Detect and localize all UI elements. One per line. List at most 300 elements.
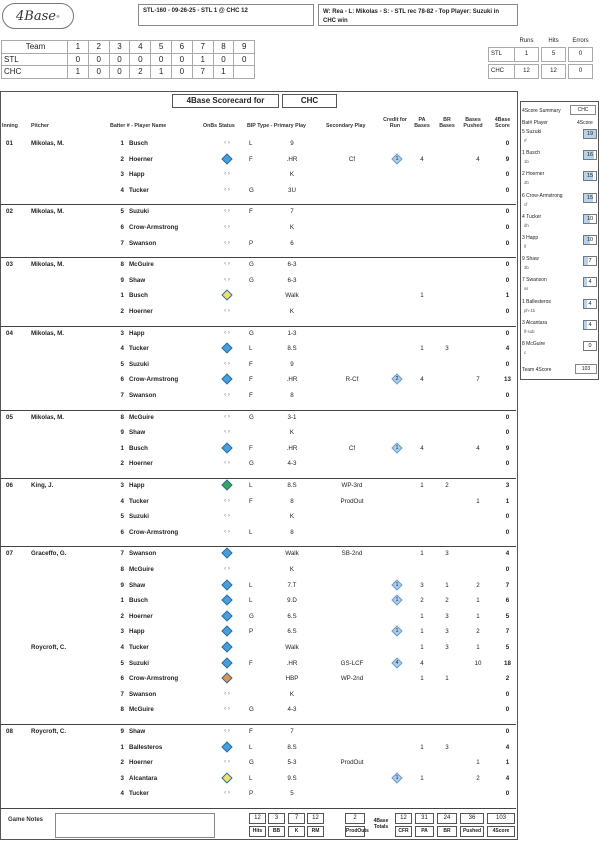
batter-number: 8 (120, 566, 124, 573)
bases-pushed: 10 (474, 659, 482, 667)
batter-number: 8 (120, 413, 124, 421)
br-bases: 3 (445, 550, 449, 558)
inning: 02 (6, 208, 13, 216)
onbase-diamond-icon: ‹ › (224, 460, 230, 467)
batter-number: 7 (120, 392, 124, 399)
linescore-inning-value: 1 (151, 66, 172, 79)
4base-score: 0 (505, 186, 510, 194)
primary-play: 9.D (287, 597, 297, 605)
primary-play: .HR (286, 444, 298, 452)
pa-bases: 1 (420, 345, 424, 353)
credit-for-run: 1 (395, 444, 399, 451)
4base-logo: 4 Base ® (2, 3, 74, 29)
summary-player-name: 3 Happ (522, 235, 539, 241)
pa-bases: 1 (420, 482, 424, 489)
primary-play: HBP (285, 675, 299, 683)
4base-score: 0 (505, 728, 510, 735)
primary-play: .HR (286, 155, 298, 163)
batter-name: Happ (129, 171, 145, 179)
bip-type: F (249, 444, 253, 452)
credit-for-run: 4 (395, 659, 399, 666)
pa-bases: 1 (420, 628, 424, 636)
batter-name: Happ (129, 482, 145, 489)
inning-separator (0, 257, 516, 258)
secondary-play: WP-3rd (341, 482, 363, 489)
summary-score-text: 4 (588, 321, 592, 328)
batter-name: Crow-Armstrong (129, 528, 179, 536)
total-value: 12 (249, 813, 266, 824)
4base-score: 1 (505, 759, 510, 767)
credit-for-run: 2 (395, 376, 399, 383)
batter-name: Shaw (129, 728, 146, 735)
pitcher: Roycroft, C. (31, 728, 67, 735)
batter-name: McGuire (129, 261, 154, 269)
summary-player-score (583, 150, 597, 160)
batter-number: 6 (120, 528, 124, 536)
bip-type: P (249, 239, 254, 247)
4base-score: 0 (505, 790, 510, 798)
total-label: PA (415, 826, 434, 837)
linescore-inning-header: 1 (68, 41, 89, 54)
batter-name: Happ (129, 628, 145, 636)
summary-player-score (583, 214, 597, 224)
summary-player-row (522, 192, 597, 214)
4base-score: 4 (505, 743, 510, 751)
secondary-play: GS-LCF (340, 659, 364, 667)
batter-name: Crow-Armstrong (129, 675, 179, 683)
pa-bases: 1 (420, 612, 424, 620)
primary-play: Walk (285, 644, 299, 651)
onbase-diamond-icon: ‹ › (224, 759, 230, 766)
linescore-table (1, 40, 255, 79)
batter-number: 2 (120, 155, 124, 163)
total-value: 31 (415, 813, 434, 824)
linescore-row-stl (2, 53, 255, 66)
batter-name: Shaw (129, 276, 146, 284)
summary-col-player: Bat# Player (522, 120, 548, 126)
batter-number: 8 (120, 261, 124, 269)
batter-name: Swanson (129, 550, 157, 558)
totals-separator (0, 808, 516, 809)
batter-number: 6 (120, 376, 124, 384)
summary-player-name: 8 McGuire (522, 341, 546, 347)
linescore-inning-header: 8 (213, 41, 234, 54)
batter-number: 3 (120, 329, 124, 337)
4base-score: 0 (505, 429, 510, 437)
secondary-play: ProdOut (340, 497, 364, 505)
4base-score: 9 (505, 444, 510, 452)
summary-player-row (522, 340, 597, 362)
linescore-inning-value: 0 (68, 53, 89, 66)
batter-number: 2 (120, 308, 124, 315)
summary-player-pos: dh (524, 222, 529, 228)
total-label: BB (268, 826, 285, 837)
4base-score: 7 (505, 581, 510, 589)
primary-play: 9 (290, 140, 294, 147)
pitcher: Mikolas, M. (31, 140, 65, 147)
summary-player-score (583, 277, 597, 287)
linescore-inning-value: 2 (130, 66, 151, 79)
primary-play: 6.S (287, 612, 297, 620)
summary-player-row (522, 213, 597, 235)
linescore-inning-value: 0 (171, 53, 192, 66)
pitcher: Mikolas, M. (31, 329, 65, 337)
4base-score: 2 (505, 675, 510, 683)
bip-type: G (249, 460, 254, 468)
onbase-diamond-icon: ‹ › (224, 706, 230, 713)
total-value: 12 (307, 813, 324, 824)
batter-number: 9 (120, 728, 124, 735)
4base-score: 0 (505, 460, 510, 468)
summary-player-score (583, 129, 597, 139)
primary-play: 5-3 (287, 759, 297, 767)
pa-bases: 4 (420, 659, 424, 667)
batter-number: 4 (120, 345, 124, 353)
onbase-diamond-icon: ‹ › (224, 392, 230, 398)
4base-score: 0 (505, 208, 510, 216)
4base-score: 0 (505, 329, 510, 337)
br-bases: 1 (445, 675, 449, 683)
batter-name: Suzuki (129, 659, 149, 667)
total-value: 2 (345, 813, 365, 824)
linescore-inning-value: 0 (151, 53, 172, 66)
total-value: 103 (487, 813, 515, 824)
primary-play: K (289, 513, 295, 521)
summary-player-row (522, 255, 597, 277)
summary-player-row (522, 170, 597, 192)
4base-score: 1 (505, 292, 510, 300)
onbase-diamond-icon: ‹ › (224, 186, 230, 193)
primary-play: Walk (285, 292, 299, 300)
credit-for-run: 1 (395, 774, 399, 781)
summary-player-pos: rf (524, 138, 527, 143)
batter-name: Hoerner (129, 759, 153, 767)
header-pushed: Bases Pushed (463, 117, 483, 129)
pa-bases: 1 (420, 743, 424, 751)
bip-type: F (249, 360, 253, 368)
total-value: 7 (288, 813, 305, 824)
summary-score-text: 16 (586, 152, 594, 159)
linescore-inning-header: 7 (192, 41, 213, 54)
batter-number: 1 (120, 597, 124, 605)
bases-pushed: 2 (476, 628, 480, 636)
credit-for-run: 1 (395, 155, 399, 162)
summary-player-pos: 2b (524, 180, 529, 186)
game-result: W: Rea - L: Mikolas - S: - STL rec 78-82 - Top Player: Suzuki in CHC win (318, 4, 518, 26)
inning: 05 (6, 413, 13, 421)
inning-separator (0, 410, 516, 411)
4base-score: 6 (505, 597, 510, 605)
summary-score-bar (584, 321, 587, 329)
total-label: Hits (249, 826, 266, 837)
bip-type: L (249, 743, 253, 751)
secondary-play: WP-2nd (340, 675, 364, 683)
onbase-diamond-icon: ‹ › (224, 239, 230, 246)
batter-name: Ballesteros (129, 743, 163, 751)
total-label: BR (437, 826, 457, 837)
batter-number: 5 (120, 659, 124, 667)
linescore-team-header: Team (2, 41, 68, 54)
summary-score-text: 4 (588, 300, 592, 307)
onbase-diamond-icon: ‹ › (224, 360, 230, 367)
batter-number: 2 (120, 759, 124, 767)
batter-number: 5 (120, 513, 124, 521)
batter-name: Shaw (129, 581, 146, 589)
br-bases: 1 (445, 581, 449, 589)
header-onbs: OnBs Status (203, 123, 235, 129)
batter-name: Tucker (129, 345, 149, 353)
pitcher: King, J. (31, 482, 54, 489)
batter-number: 5 (120, 208, 124, 216)
primary-play: 9.S (287, 774, 297, 782)
bases-pushed: 1 (476, 597, 480, 605)
batter-name: Hoerner (129, 460, 153, 468)
br-bases: 3 (445, 345, 449, 353)
4base-score: 9 (505, 155, 510, 163)
bip-type: P (249, 628, 254, 636)
summary-player-name: 4 Tucker (522, 213, 542, 220)
primary-play: 1-3 (287, 329, 297, 337)
header-inning: Inning (2, 123, 18, 129)
batter-number: 3 (120, 774, 124, 782)
pitcher: Graceffo, G. (31, 550, 67, 558)
primary-play: 6.S (287, 628, 297, 636)
onbase-diamond-icon: ‹ › (224, 276, 230, 283)
bases-pushed: 1 (476, 497, 480, 505)
batter-name: Shaw (129, 429, 146, 437)
linescore-team: STL (2, 53, 68, 66)
4base-score: 0 (505, 690, 510, 698)
linescore-team: CHC (2, 66, 68, 79)
onbase-diamond-icon: ‹ › (224, 728, 230, 734)
primary-play: K (289, 429, 295, 437)
linescore-inning-value: 0 (109, 53, 130, 66)
batter-number: 4 (120, 644, 124, 651)
primary-play: 6-3 (287, 261, 297, 269)
bases-pushed: 1 (476, 644, 480, 651)
summary-player-pos: 1b (524, 159, 529, 165)
primary-play: K (289, 171, 295, 179)
batter-name: Crow-Armstrong (129, 224, 179, 231)
batter-number: 7 (120, 550, 124, 558)
summary-player-name: 3 Alcantara (522, 319, 548, 326)
pa-bases: 2 (420, 597, 424, 605)
4base-score: 0 (505, 276, 510, 284)
bases-pushed: 4 (476, 155, 480, 163)
batter-name: Tucker (129, 790, 149, 798)
total-value: 24 (437, 813, 457, 824)
onbase-diamond-icon: ‹ › (224, 528, 230, 535)
primary-play: 3U (288, 186, 296, 194)
inning: 08 (6, 728, 13, 735)
total-value: 3 (268, 813, 285, 824)
linescore-inning-value: 1 (213, 66, 234, 79)
primary-play: 7 (290, 208, 294, 216)
batter-name: McGuire (129, 706, 154, 714)
credit-for-run: 1 (395, 581, 399, 588)
linescore-inning-value: 1 (68, 66, 89, 79)
primary-play: 4-3 (287, 706, 297, 714)
pa-bases: 1 (420, 774, 424, 782)
inning: 01 (6, 140, 13, 147)
onbase-diamond-icon: ‹ › (224, 566, 230, 572)
4base-score: 0 (505, 392, 510, 399)
batter-name: Hoerner (129, 308, 153, 315)
bip-type: L (249, 528, 253, 536)
batter-name: Suzuki (129, 208, 149, 216)
batter-name: Suzuki (129, 513, 149, 521)
primary-play: 3-1 (287, 413, 297, 421)
summary-player-name: 1 Ballesteros (522, 298, 551, 305)
primary-play: 8 (290, 528, 294, 536)
scorecard-team: CHC (282, 94, 337, 108)
linescore-inning-header: 5 (151, 41, 172, 54)
bip-type: F (249, 155, 253, 163)
summary-col-score: 4Score (577, 120, 593, 126)
batter-name: Busch (129, 292, 148, 300)
pa-bases: 4 (420, 376, 424, 384)
batter-name: Tucker (129, 644, 149, 651)
primary-play: 4-3 (287, 460, 297, 468)
summary-score-bar (584, 300, 587, 308)
linescore-inning-value: 0 (88, 53, 109, 66)
summary-player-pos: ss (524, 286, 529, 292)
linescore-inning-header: 2 (88, 41, 109, 54)
header-pa: PA Bases (414, 117, 430, 129)
batter-number: 3 (120, 171, 124, 179)
batter-name: Swanson (129, 690, 157, 698)
4base-score: 0 (505, 308, 510, 315)
onbase-diamond-icon: ‹ › (224, 308, 230, 314)
batter-name: Crow-Armstrong (129, 376, 179, 384)
header-bip: BIP Type - Primary Play (247, 123, 306, 129)
br-bases: 3 (445, 612, 449, 620)
batter-number: 1 (120, 743, 124, 751)
credit-for-run: 1 (395, 597, 399, 604)
onbase-diamond-icon: ‹ › (224, 497, 230, 504)
batter-name: Suzuki (129, 360, 149, 368)
onbase-diamond-icon: ‹ › (224, 171, 230, 178)
summary-score-text: 19 (586, 131, 594, 137)
batter-name: Alcantara (129, 774, 158, 782)
4base-score: 4 (505, 345, 510, 353)
batter-name: Tucker (129, 186, 149, 194)
4base-score: 3 (505, 482, 510, 489)
onbase-diamond-icon: ‹ › (224, 261, 230, 268)
bip-type: L (249, 482, 253, 489)
onbase-diamond-icon: ‹ › (224, 429, 230, 436)
summary-player-pos: cf (524, 201, 528, 207)
inning-separator (0, 724, 516, 725)
rhe-row-chc: CHC 12 12 0 (489, 64, 593, 78)
total-label: K (288, 826, 305, 837)
bip-type: G (249, 413, 254, 421)
primary-play: 6-3 (287, 276, 297, 284)
4base-score: 0 (505, 171, 510, 179)
rhe-header: Runs Hits Errors (519, 38, 589, 45)
primary-play: K (289, 690, 295, 698)
rhe-row-stl: STL 1 5 0 (489, 47, 593, 61)
batter-number: 4 (120, 790, 124, 798)
linescore-inning-header: 9 (234, 41, 255, 54)
summary-player-name: 7 Swanson (522, 277, 547, 284)
summary-player-pos: lf-sub (524, 328, 535, 334)
rhe-table (488, 36, 593, 79)
4base-score: 4 (505, 774, 510, 782)
inning: 03 (6, 261, 13, 269)
batter-number: 5 (120, 360, 124, 368)
4base-score: 1 (505, 497, 510, 505)
batter-name: Tucker (129, 497, 149, 505)
primary-play: 8 (290, 497, 294, 505)
primary-play: K (289, 224, 295, 231)
linescore-inning-value: 0 (171, 66, 192, 79)
batter-number: 6 (120, 675, 124, 683)
primary-play: K (289, 308, 295, 315)
batter-number: 4 (120, 497, 124, 505)
totals-label: 4Base Totals (373, 818, 389, 830)
batter-number: 7 (120, 690, 124, 698)
br-bases: 2 (445, 482, 449, 489)
game-notes-field[interactable] (55, 813, 215, 838)
batter-number: 2 (120, 460, 124, 468)
pitcher: Mikolas, M. (31, 413, 65, 421)
inning: 06 (6, 482, 13, 489)
bip-type: F (249, 659, 253, 667)
batter-name: McGuire (129, 566, 154, 573)
linescore-inning-value: 0 (109, 66, 130, 79)
bip-type: F (249, 497, 253, 505)
br-bases: 3 (445, 628, 449, 636)
4base-score: 0 (505, 413, 510, 421)
batter-number: 1 (120, 444, 124, 452)
bip-type: L (249, 774, 253, 782)
batter-number: 8 (120, 706, 124, 714)
summary-player-row (522, 276, 597, 298)
onbase-diamond-icon: ‹ › (224, 140, 230, 146)
inning: 04 (6, 329, 13, 337)
summary-player-score (583, 235, 597, 245)
summary-player-row (522, 319, 597, 341)
bip-type: G (249, 186, 254, 194)
primary-play: 5 (290, 790, 294, 798)
summary-player-name: 5 Suzuki (522, 129, 542, 135)
4base-score: 0 (505, 224, 510, 231)
total-label: 4Score (487, 826, 515, 837)
secondary-play: Cf (348, 155, 356, 163)
bip-type: G (249, 276, 254, 284)
bip-type: F (249, 392, 253, 399)
credit-for-run: 1 (395, 628, 399, 635)
summary-score-text: 4 (588, 279, 592, 286)
secondary-play: ProdOut (340, 759, 364, 767)
inning-separator (0, 326, 516, 327)
bip-type: L (249, 597, 253, 605)
primary-play: .HR (286, 659, 298, 667)
inning-separator (0, 546, 516, 547)
primary-play: 8.S (287, 482, 297, 489)
onbase-diamond-icon: ‹ › (224, 413, 230, 420)
summary-player-name: 6 Crow-Armstrong (522, 192, 563, 199)
4base-score: 0 (505, 360, 510, 368)
bip-type: F (249, 728, 253, 735)
inning-separator (0, 478, 516, 479)
bases-pushed: 4 (476, 444, 480, 452)
4base-score: 18 (504, 659, 511, 667)
bases-pushed: 7 (476, 376, 480, 384)
summary-player-score (583, 299, 597, 309)
linescore-header (2, 41, 255, 54)
